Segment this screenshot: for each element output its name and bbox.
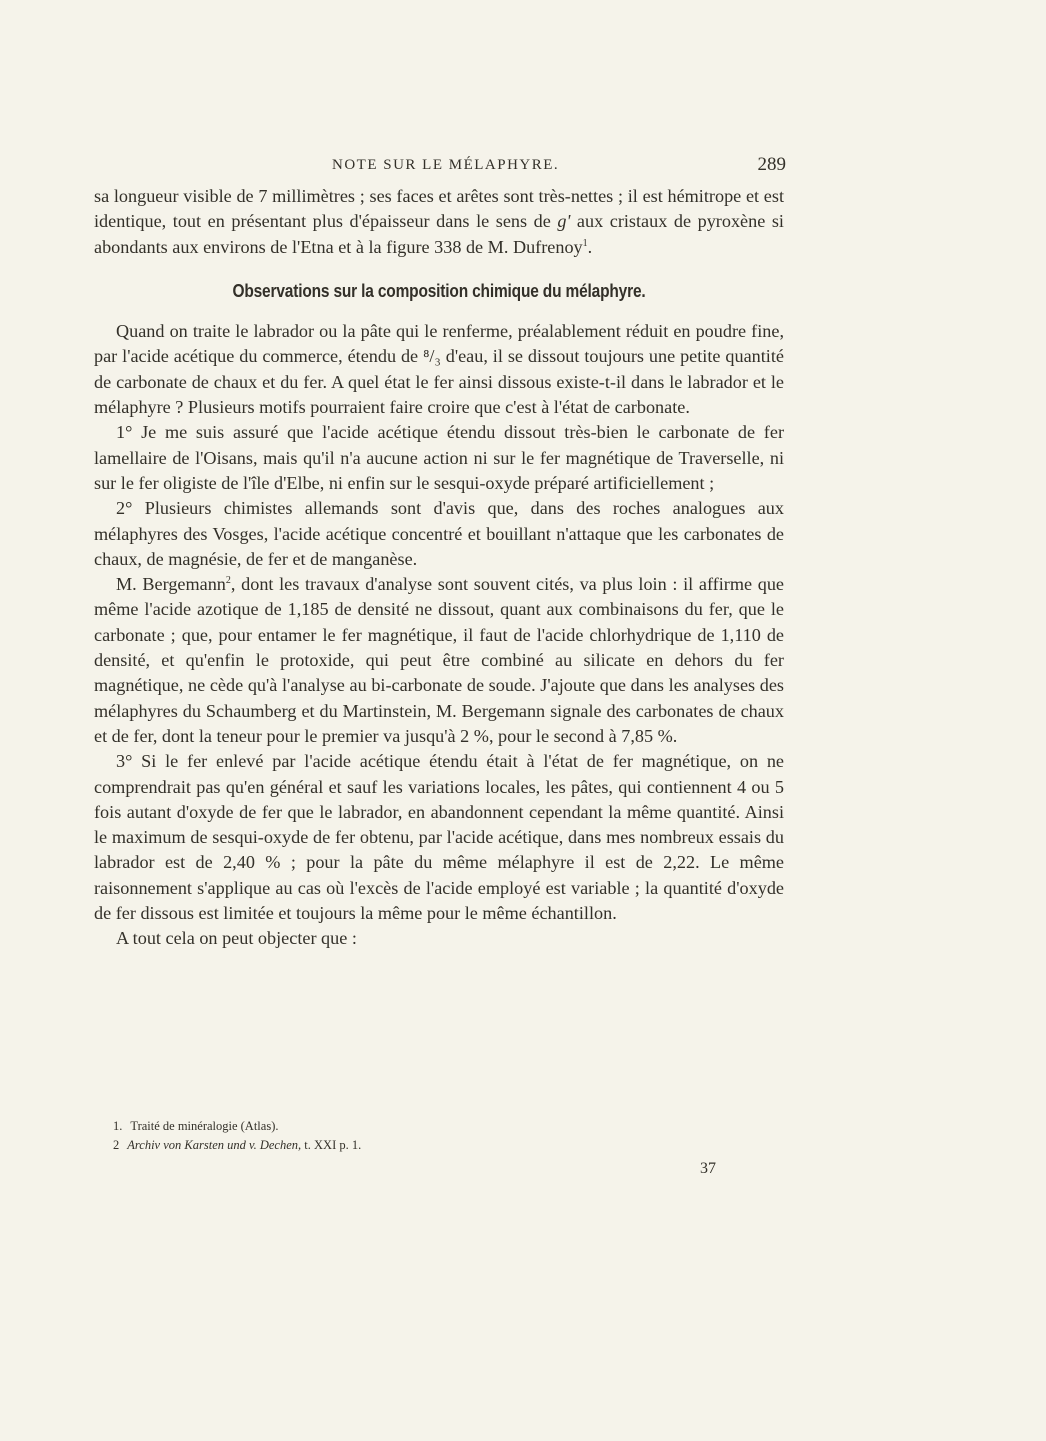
section-title: Observations sur la composition chimique du mélaphyre. xyxy=(232,280,646,301)
footnote-ref-2: 2 xyxy=(225,575,231,587)
footnote-source-title: Archiv von Karsten und v. Dechen, xyxy=(127,1138,302,1152)
running-title: NOTE SUR LE MÉLAPHYRE. xyxy=(332,157,560,173)
point-3: 3° Si le fer enlevé par l'acide acétique étendu était à l'état de fer magnétique, on ne comprendrait pas qu'en général et sauf les variations locales, les pâtes, qui contiennent 4 ou 5 fois autant d'oxyde de fer que le labrador, en abandonnent cependant la même quantité. Ainsi le maximum de sesqui-oxyde de fer obtenu, par l'acide acétique, dans mes nombreux essais du labrador est de 2,40 % ; pour la pâte du même mélaphyre il est de 2,22. Le même raisonnement s'applique au cas où l'excès de l'acide employé est variable ; la quantité d'oxyde de fer dissous est limitée et toujours la même pour le même échantillon. xyxy=(94,751,784,924)
page-header xyxy=(94,154,784,180)
closing-line: A tout cela on peut objecter que : xyxy=(116,928,357,949)
footnotes xyxy=(113,1117,713,1155)
point-2: 2° Plusieurs chimistes allemands sont d'avis que, dans des roches analogues aux mélaphyres des Vosges, l'acide acétique concentré et bouillant n'attaque que les carbonates de chaux, de magnésie, de fer et de manganèse. xyxy=(94,498,784,569)
footnote-2 xyxy=(113,1136,713,1155)
opening-paragraph-end: . xyxy=(587,236,593,257)
paragraph-acid xyxy=(94,319,784,420)
point-1: 1° Je me suis assuré que l'acide acétique étendu dissout très-bien le carbonate de fer lamellaire de l'Oisans, mais qu'il n'a aucune action ni sur le fer magnétique de Traverselle, ni sur le fer oligiste de l'île d'Elbe, ni enfin sur le sesqui-oxyde préparé artificiellement ; xyxy=(94,422,784,493)
paragraph-acid-text: Quand on traite le labrador ou la pâte qui le renferme, préalablement réduit en poudre fine, par l'acide acétique du commerce, étendu de xyxy=(94,321,784,367)
footnote-mark: 2 xyxy=(113,1138,120,1152)
paragraph-bergemann-author: M. Bergemann xyxy=(116,574,226,595)
body-text xyxy=(94,184,784,952)
footnote-source-rest: t. XXI p. 1. xyxy=(301,1138,362,1152)
footnote-1 xyxy=(113,1117,713,1136)
footnote-ref-1: 1 xyxy=(582,237,588,249)
footnote-text: Traité de minéralogie (Atlas). xyxy=(130,1119,279,1133)
paragraph-acid-text-cont: d'eau, il se dissout toujours une petite quantité de carbonate de chaux et du fer. A quel état le fer ainsi dissous existe-t-il dans le labrador et le mélaphyre ? Plusieurs motifs pourraient faire croire que c'est à l'état de carbonate. xyxy=(94,346,784,418)
paragraph-bergemann xyxy=(94,572,784,749)
dilution-fraction: ⁸/₃ xyxy=(423,346,441,367)
opening-paragraph-text: sa longueur visible de 7 millimètres ; ses faces et arêtes sont très-nettes ; il est hémitrope et est identique, tout en présentant plus d'épaisseur dans le sens de xyxy=(94,186,784,232)
paragraph-bergemann-text: , dont les travaux d'analyse sont souvent cités, va plus loin : il affirme que même l'acide azotique de 1,185 de densité ne dissout, quant aux combinaisons du fer, que le carbonate ; que, pour entamer le fer magnétique, il faut de l'acide chlorhydrique de 1,110 de densité, et qu'enfin le protoxide, qui peut être combiné au silicate en dehors du fer magnétique, ne cède qu'à l'analyse au bi-carbonate de soude. J'ajoute que dans les analyses des mélaphyres du Schaumberg et du Martinstein, M. Bergemann signale des carbonates de chaux et de fer, dont la teneur pour le premier va jusqu'à 2 %, pour le second à 7,85 %. xyxy=(94,574,784,746)
opening-paragraph-text-cont: aux cristaux de pyroxène si abondants aux environs de l'Etna et à la figure 338 de M. Dufrenoy xyxy=(94,211,784,257)
footnote-mark: 1. xyxy=(113,1119,123,1133)
page-number: 289 xyxy=(757,154,786,175)
crystal-face-symbol: g' xyxy=(557,211,571,232)
opening-paragraph xyxy=(94,184,784,260)
signature-folio: 37 xyxy=(700,1160,716,1177)
